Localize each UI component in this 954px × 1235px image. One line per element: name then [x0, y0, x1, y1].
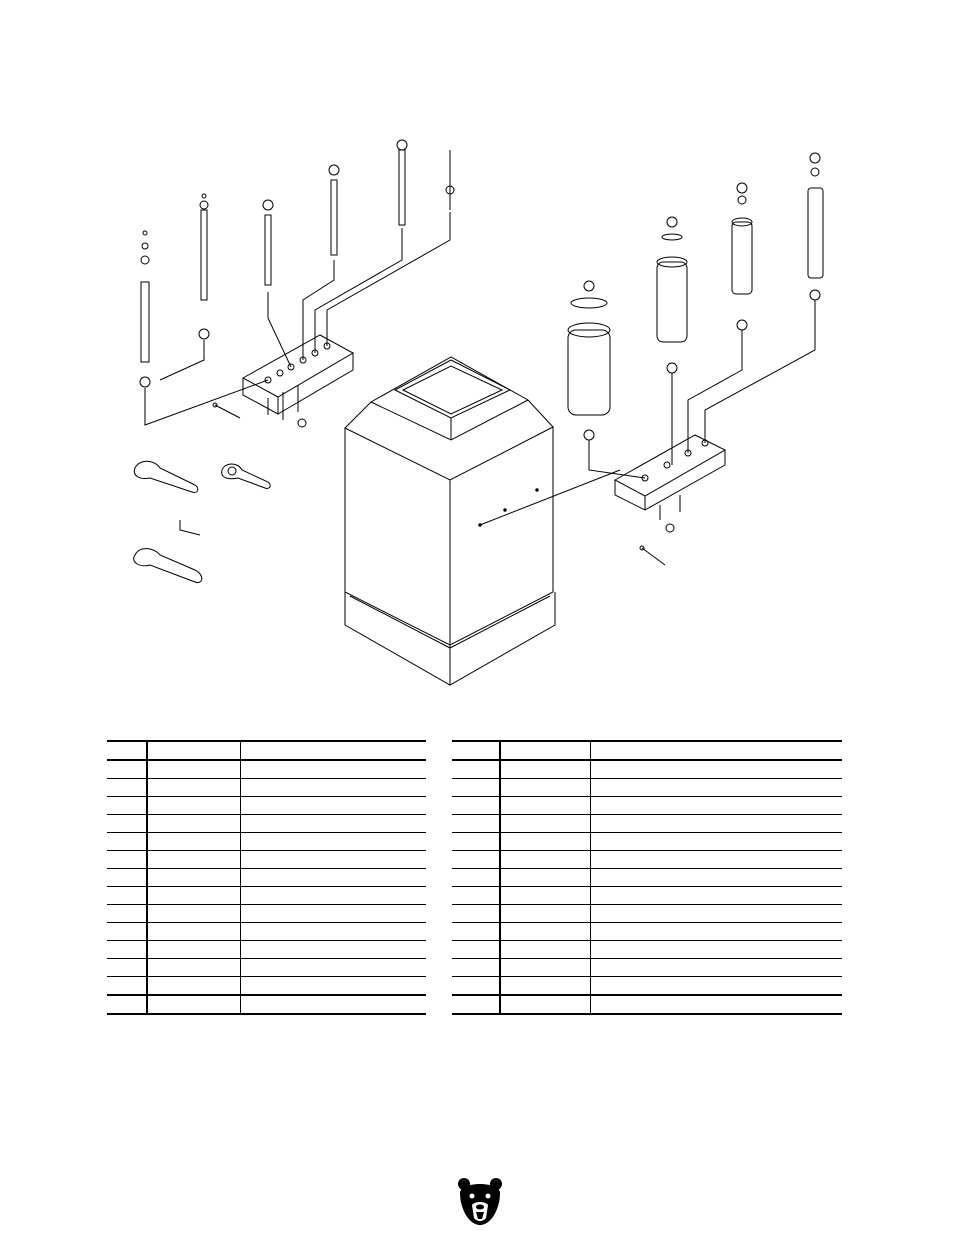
ref-cell — [107, 995, 147, 1014]
ref-cell — [452, 941, 500, 959]
table-row — [452, 815, 842, 833]
part-number-cell — [500, 815, 590, 833]
table-row — [107, 815, 426, 833]
part-number-cell — [500, 995, 590, 1014]
part-number-cell — [147, 869, 240, 887]
part-number-cell — [147, 851, 240, 869]
part-number-cell — [500, 869, 590, 887]
ref-cell — [107, 941, 147, 959]
table-row — [107, 905, 426, 923]
ref-cell — [452, 905, 500, 923]
description-cell — [240, 760, 426, 779]
table-row — [107, 995, 426, 1014]
description-cell — [240, 851, 426, 869]
description-cell — [590, 741, 842, 760]
table-row — [107, 869, 426, 887]
table-row — [452, 851, 842, 869]
part-number-cell — [500, 941, 590, 959]
description-cell — [240, 887, 426, 905]
ref-cell — [452, 815, 500, 833]
ref-cell — [107, 851, 147, 869]
ref-cell — [107, 905, 147, 923]
description-cell — [240, 833, 426, 851]
part-number-cell — [147, 779, 240, 797]
right-spindle-bracket — [615, 435, 725, 532]
description-cell — [590, 815, 842, 833]
part-number-cell — [147, 760, 240, 779]
table-row — [452, 797, 842, 815]
description-cell — [590, 941, 842, 959]
part-number-cell — [500, 923, 590, 941]
description-cell — [240, 977, 426, 996]
ref-cell — [107, 760, 147, 779]
table-row — [452, 869, 842, 887]
cabinet-stand — [345, 357, 555, 685]
ref-cell — [452, 741, 500, 760]
table-row — [107, 779, 426, 797]
table-row — [452, 779, 842, 797]
part-number-cell — [147, 923, 240, 941]
description-cell — [240, 815, 426, 833]
table-row — [452, 887, 842, 905]
description-cell — [240, 959, 426, 977]
table-row — [107, 741, 426, 760]
ref-cell — [452, 869, 500, 887]
description-cell — [240, 869, 426, 887]
description-cell — [240, 779, 426, 797]
part-number-cell — [147, 977, 240, 996]
table-row — [107, 923, 426, 941]
part-number-cell — [500, 959, 590, 977]
ref-cell — [452, 833, 500, 851]
part-number-cell — [500, 760, 590, 779]
part-number-cell — [147, 833, 240, 851]
description-cell — [590, 797, 842, 815]
ref-cell — [107, 741, 147, 760]
ref-cell — [452, 995, 500, 1014]
ref-cell — [452, 797, 500, 815]
part-number-cell — [500, 977, 590, 996]
part-number-cell — [147, 941, 240, 959]
description-cell — [590, 923, 842, 941]
part-number-cell — [500, 905, 590, 923]
parts-table-left — [107, 740, 426, 1015]
description-cell — [240, 995, 426, 1014]
description-cell — [590, 779, 842, 797]
description-cell — [590, 833, 842, 851]
description-cell — [240, 797, 426, 815]
table-row — [452, 833, 842, 851]
ref-cell — [452, 851, 500, 869]
description-cell — [590, 959, 842, 977]
ref-cell — [107, 869, 147, 887]
table-row — [107, 959, 426, 977]
table-row — [452, 760, 842, 779]
ref-cell — [107, 779, 147, 797]
description-cell — [240, 905, 426, 923]
description-cell — [590, 869, 842, 887]
table-row — [452, 941, 842, 959]
ref-cell — [107, 797, 147, 815]
table-row — [107, 977, 426, 996]
ref-cell — [452, 779, 500, 797]
description-cell — [240, 741, 426, 760]
part-number-cell — [147, 797, 240, 815]
table-row — [452, 959, 842, 977]
part-number-cell — [500, 797, 590, 815]
ref-cell — [107, 977, 147, 996]
ref-cell — [452, 887, 500, 905]
description-cell — [240, 923, 426, 941]
ref-cell — [452, 760, 500, 779]
table-row — [452, 905, 842, 923]
part-number-cell — [500, 741, 590, 760]
part-number-cell — [147, 995, 240, 1014]
ref-cell — [107, 833, 147, 851]
table-row — [452, 977, 842, 996]
description-cell — [590, 977, 842, 996]
ref-cell — [107, 815, 147, 833]
part-number-cell — [500, 833, 590, 851]
description-cell — [240, 941, 426, 959]
part-number-cell — [147, 959, 240, 977]
ref-cell — [452, 923, 500, 941]
table-row — [452, 995, 842, 1014]
parts-table-right — [452, 740, 842, 1015]
ref-cell — [107, 923, 147, 941]
part-number-cell — [500, 851, 590, 869]
ref-cell — [452, 977, 500, 996]
part-number-cell — [147, 815, 240, 833]
part-number-cell — [500, 779, 590, 797]
left-spindle-bracket — [243, 335, 353, 427]
part-number-cell — [147, 741, 240, 760]
description-cell — [590, 905, 842, 923]
description-cell — [590, 887, 842, 905]
part-number-cell — [147, 905, 240, 923]
description-cell — [590, 760, 842, 779]
description-cell — [590, 995, 842, 1014]
table-row — [107, 851, 426, 869]
table-row — [107, 760, 426, 779]
bear-head-logo-icon — [455, 1175, 505, 1227]
table-row — [452, 923, 842, 941]
ref-cell — [107, 887, 147, 905]
ref-cell — [452, 959, 500, 977]
table-row — [107, 887, 426, 905]
part-number-cell — [500, 887, 590, 905]
table-row — [107, 941, 426, 959]
table-row — [452, 741, 842, 760]
table-row — [107, 833, 426, 851]
description-cell — [590, 851, 842, 869]
part-number-cell — [147, 887, 240, 905]
table-row — [107, 797, 426, 815]
ref-cell — [107, 959, 147, 977]
